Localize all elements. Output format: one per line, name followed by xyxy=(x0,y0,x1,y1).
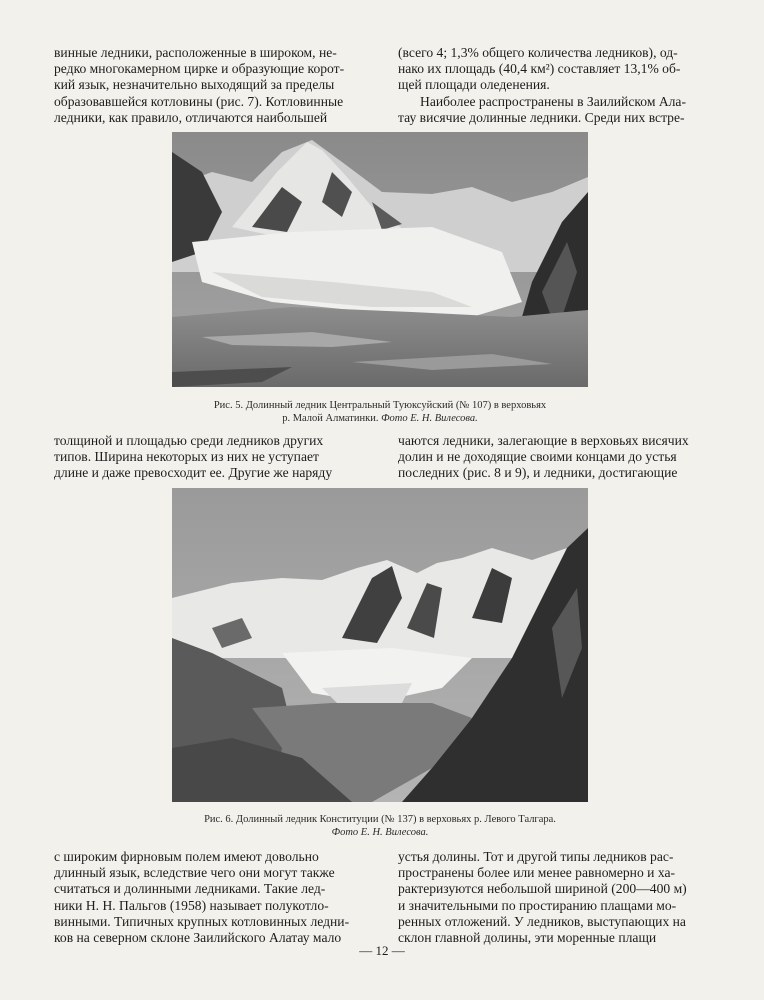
paragraph-top-left-line: винные ледники, расположенные в широком, не- xyxy=(54,45,337,60)
figure-6-caption xyxy=(150,813,610,839)
paragraph-top-right-2-line: Наиболее распространены в Заилийском Ала- xyxy=(420,93,686,109)
page-number: — 12 — xyxy=(359,943,405,958)
paragraph-middle-left-line: толщиной и площадью среди ледников других xyxy=(54,433,324,448)
figure-6-photo-credit: Фото Е. Н. Вилесова. xyxy=(331,827,429,838)
paragraph-bottom-right-line: рактеризуются небольшой шириной (200—400 м) xyxy=(398,881,687,897)
paragraph-bottom-left-line: ков на северном склоне Заилийского Алатау мало xyxy=(54,930,342,946)
text-column-bottom-right xyxy=(398,849,710,946)
paragraph-top-left-line: кий язык, незначительно выходящий за пределы xyxy=(54,77,335,93)
paragraph-bottom-right-line: устья долины. Тот и другой типы ледников рас- xyxy=(398,849,674,864)
text-column-middle-right xyxy=(398,433,710,482)
paragraph-top-left-line: ледники, как правило, отличаются наибольшей xyxy=(54,109,328,125)
paragraph-bottom-left-line: длинный язык, вследствие чего они могут также xyxy=(54,865,335,881)
paragraph-bottom-left-line: ники Н. Н. Пальгов (1958) называет полукотло- xyxy=(54,897,329,913)
text-column-top-right xyxy=(398,45,710,126)
paragraph-bottom-left-line: с широким фирновым полем имеют довольно xyxy=(54,849,319,864)
glacier-photo-fig5 xyxy=(172,132,588,387)
paragraph-middle-left-line: типов. Ширина некоторых из них не уступает xyxy=(54,449,319,465)
figure-5-caption-place: р. Малой Алматинки. xyxy=(282,413,382,424)
figure-5-caption-line2 xyxy=(150,412,610,425)
paragraph-top-left-line: редко многокамерном цирке и образующие корот- xyxy=(54,61,345,77)
paragraph-middle-right-line: последних (рис. 8 и 9), и ледники, достигающие xyxy=(398,465,678,481)
paragraph-top-right-line: нако их площадь (40,4 км²) составляет 13,1% об- xyxy=(398,61,681,77)
figure-5-photo-credit: Фото Е. Н. Вилесова. xyxy=(381,413,478,424)
paragraph-middle-right-line: чаются ледники, залегающие в верховьях висячих xyxy=(398,433,689,448)
figure-6-caption-line1: Рис. 6. Долинный ледник Конституции (№ 137) в верховьях р. Левого Талгара. xyxy=(204,814,556,825)
paragraph-bottom-right-line: пространены более или менее равномерно и ха- xyxy=(398,865,675,881)
paragraph-top-left-line: образовавшейся котловины (рис. 7). Котловинные xyxy=(54,93,344,109)
paragraph-bottom-left-line: винными. Типичных крупных котловинных ледни- xyxy=(54,913,350,929)
paragraph-bottom-right-line: и значительными по простиранию плащами мо- xyxy=(398,897,677,913)
paragraph-middle-right-line: долин и не доходящие своими концами до устья xyxy=(398,449,677,465)
figure-5-caption xyxy=(150,399,610,425)
text-column-middle-left xyxy=(54,433,372,482)
figure-5-caption-line1: Рис. 5. Долинный ледник Центральный Туюксуйский (№ 107) в верховьях xyxy=(213,400,547,411)
text-column-bottom-left xyxy=(54,849,372,946)
paragraph-top-right-line: щей площади оледенения. xyxy=(398,77,550,93)
paragraph-top-right-line: (всего 4; 1,3% общего количества ледников), од- xyxy=(398,45,678,60)
paragraph-middle-left-line: длине и даже превосходит ее. Другие же наряду xyxy=(54,465,333,481)
paragraph-bottom-right-line: склон главной долины, эти моренные плащи xyxy=(398,930,657,946)
paragraph-top-right-2-line: тау висячие долинные ледники. Среди них встре- xyxy=(398,109,685,125)
paragraph-bottom-right-line: ренных отложений. У ледников, выступающих на xyxy=(398,913,686,929)
glacier-photo-fig6 xyxy=(172,488,588,802)
paragraph-bottom-left-line: считаться и долинными ледниками. Такие лед- xyxy=(54,881,326,897)
text-column-top-left xyxy=(54,45,372,126)
